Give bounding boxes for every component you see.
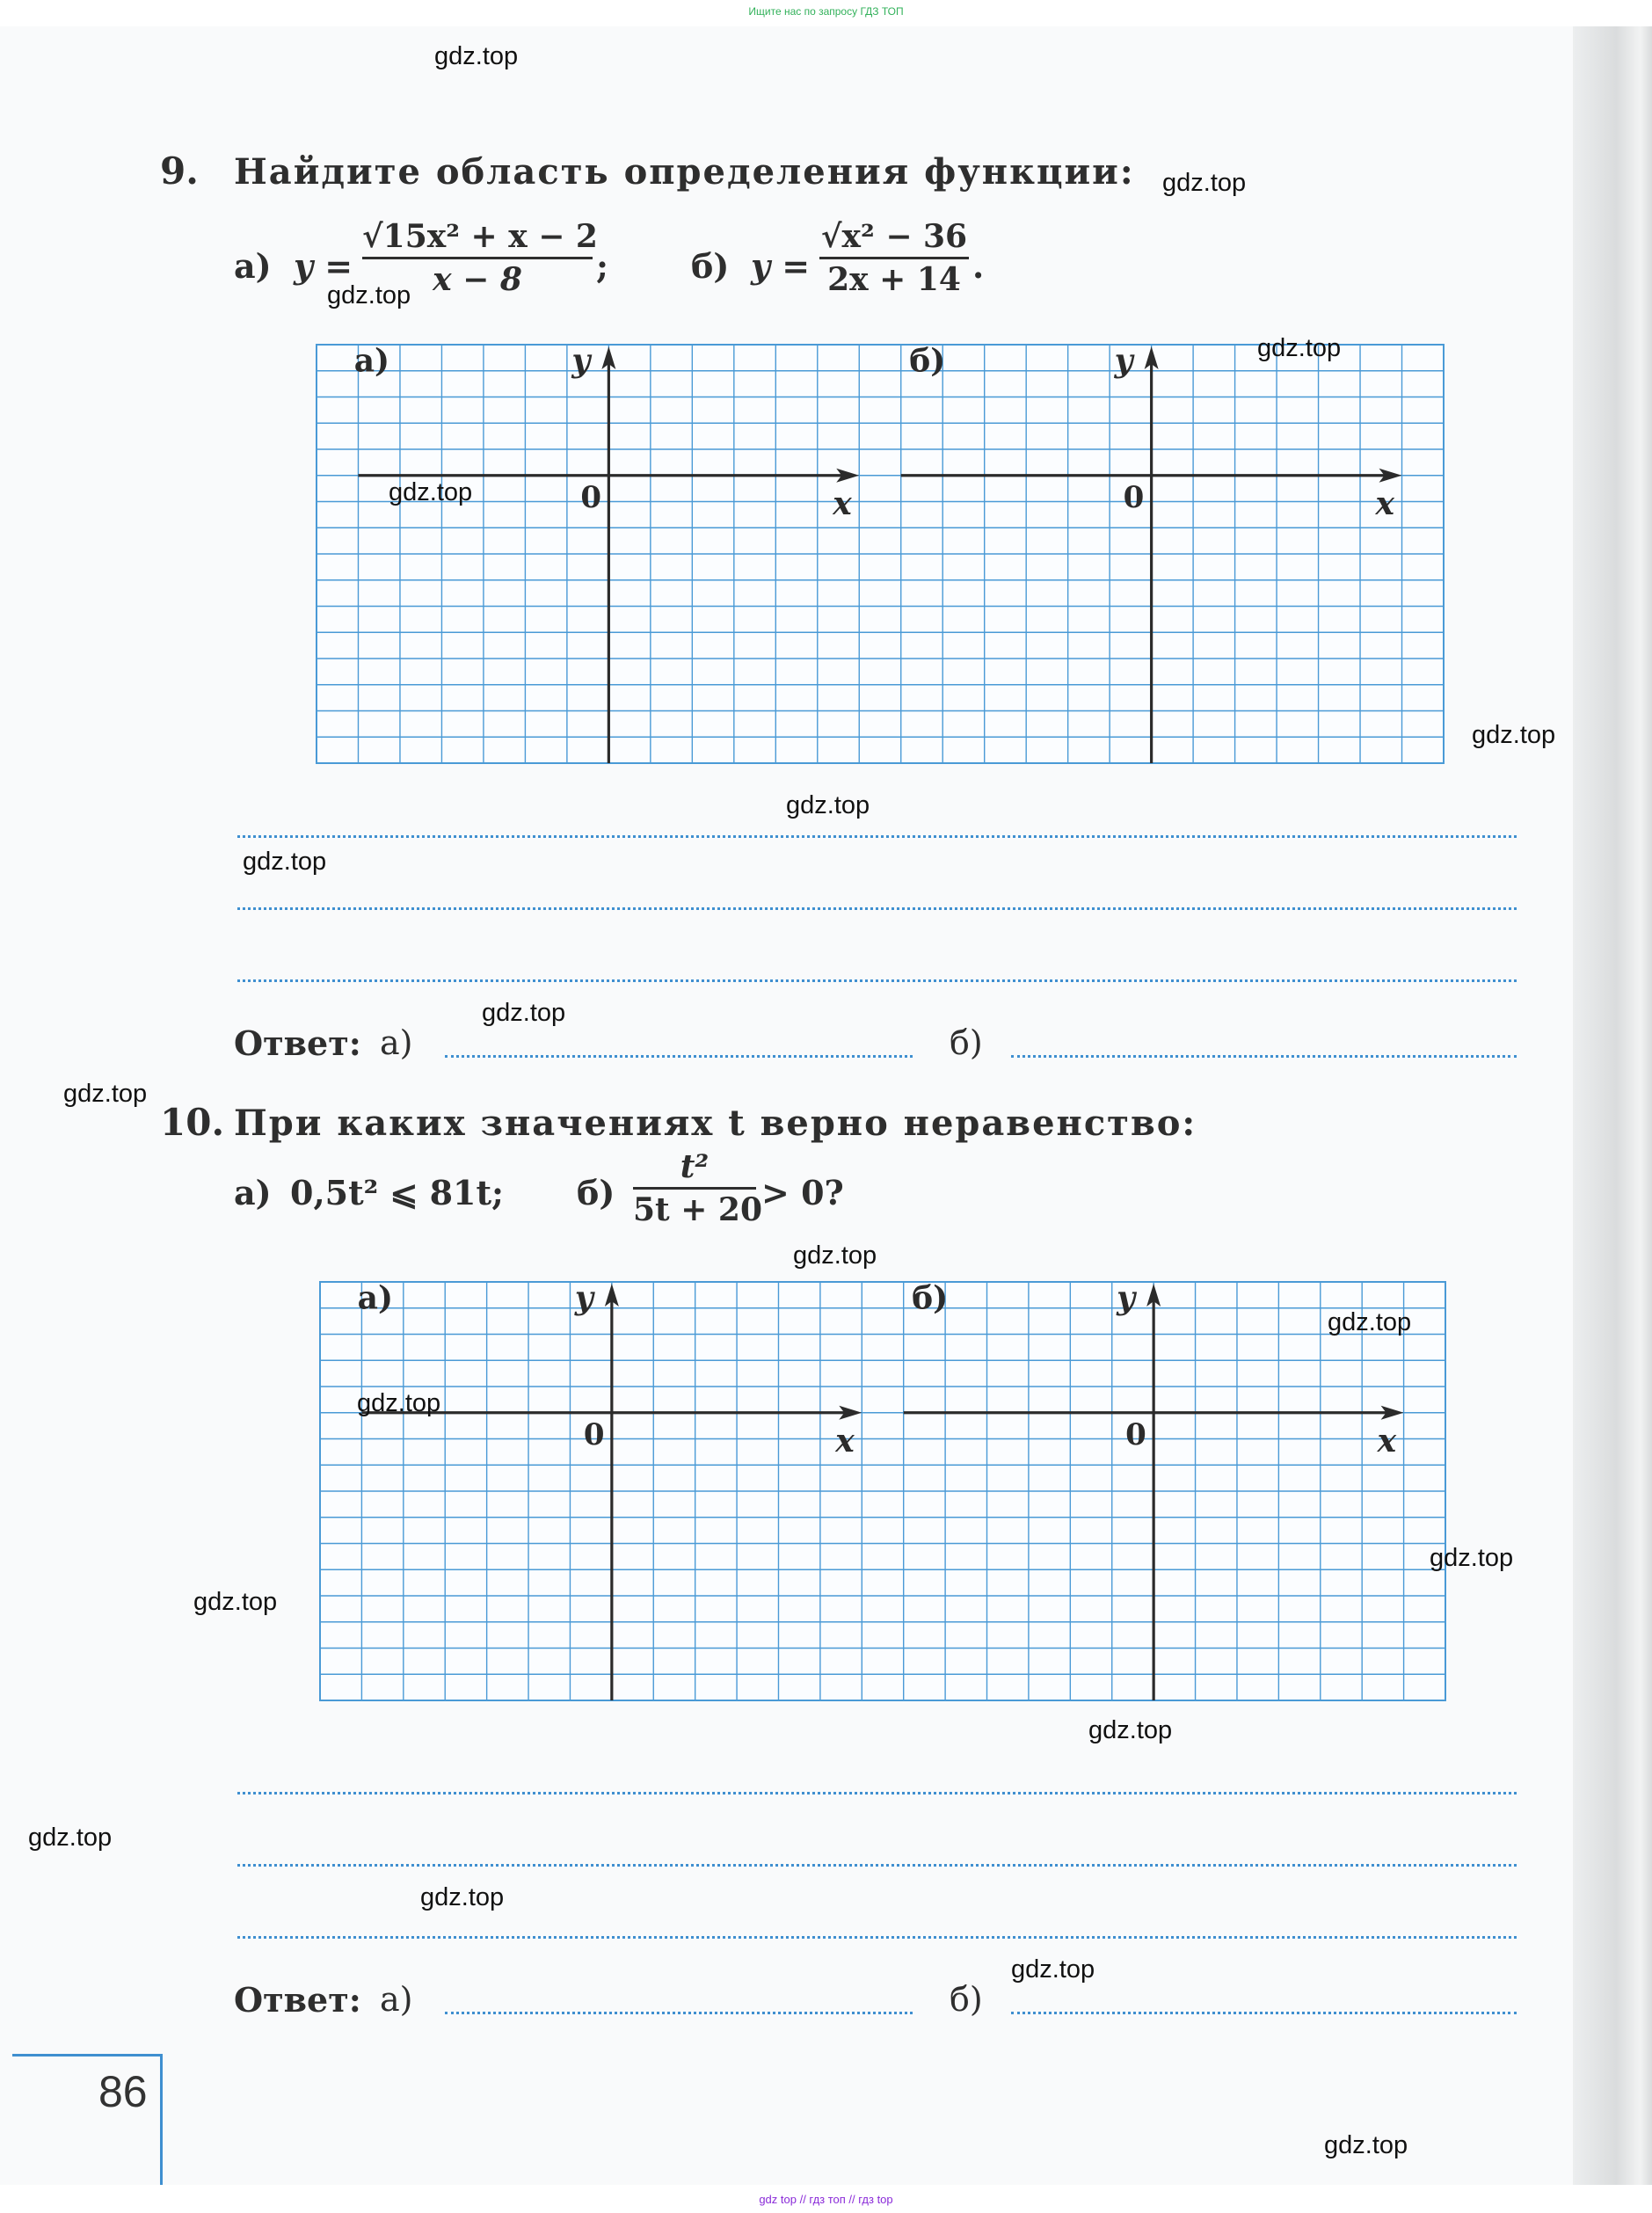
- task-10-part-b-tail: > 0?: [761, 1173, 844, 1212]
- watermark: gdz.top: [482, 999, 566, 1027]
- task-9-number: 9.: [160, 149, 199, 193]
- task-9-part-a-lhs: y =: [294, 246, 353, 286]
- watermark: gdz.top: [793, 1241, 877, 1270]
- y-axis-label: y: [571, 342, 591, 380]
- x-axis-label: x: [833, 484, 852, 522]
- watermark: gdz.top: [1257, 334, 1342, 362]
- watermark: gdz.top: [63, 1080, 148, 1108]
- watermark: gdz.top: [1088, 1716, 1173, 1744]
- y-axis-label: y: [1114, 342, 1133, 380]
- watermark: gdz.top: [389, 478, 473, 506]
- grid-part-label-b: б): [909, 342, 946, 380]
- book-spine-shadow: [1573, 26, 1652, 2185]
- task-9-answer-label: Ответ:: [234, 1023, 361, 1063]
- origin-label: 0: [583, 1416, 605, 1452]
- task-9-part-b-denominator: 2x + 14: [827, 261, 961, 298]
- task-9-part-b-tail: .: [972, 246, 985, 286]
- task-9-answer-b-field[interactable]: [1011, 1055, 1517, 1058]
- task-9-part-b-fraction: [819, 218, 969, 298]
- watermark: gdz.top: [786, 791, 870, 819]
- task-9-part-b-lhs: y =: [751, 246, 811, 286]
- watermark: gdz.top: [1324, 2131, 1408, 2159]
- task-10-answer-a-field[interactable]: [445, 2012, 913, 2014]
- task-9-part-a-numerator: √15x² + x − 2: [362, 218, 598, 255]
- task-10-part-b-fraction: [633, 1148, 763, 1228]
- watermark: gdz.top: [1162, 169, 1247, 197]
- task-10-number: 10.: [160, 1101, 225, 1144]
- task-9-writing-line-1[interactable]: [237, 835, 1517, 838]
- y-axis-label: y: [574, 1279, 593, 1317]
- task-9-part-a-tail: ;: [596, 246, 609, 286]
- watermark: gdz.top: [1328, 1308, 1412, 1336]
- watermark: gdz.top: [1011, 1955, 1095, 1984]
- task-9-writing-line-2[interactable]: [237, 907, 1517, 910]
- grid-part-label-a: а): [353, 342, 390, 380]
- watermark: gdz.top: [243, 848, 327, 876]
- task-10-answer-b-label: б): [950, 1980, 983, 2019]
- task-10-part-a-expression: 0,5t² ⩽ 81t;: [290, 1173, 505, 1212]
- task-9-coordinate-grid[interactable]: [317, 342, 1444, 763]
- task-9-answer-a-label: а): [380, 1023, 413, 1062]
- watermark: gdz.top: [1472, 721, 1556, 749]
- watermark: gdz.top: [193, 1588, 278, 1616]
- watermark: gdz.top: [28, 1824, 113, 1852]
- page-number: 86: [98, 2067, 148, 2116]
- task-10-part-b-numerator: t²: [680, 1148, 710, 1185]
- footer-banner: gdz top // гдз топ // гдз top: [759, 2193, 893, 2206]
- task-10-title: При каких значениях t верно неравенство:: [234, 1103, 1197, 1144]
- watermark: gdz.top: [434, 42, 519, 70]
- task-9-writing-line-3[interactable]: [237, 979, 1517, 982]
- task-10-answer-b-field[interactable]: [1011, 2012, 1517, 2014]
- watermark: gdz.top: [327, 281, 411, 309]
- fraction-bar: [819, 257, 969, 259]
- task-9-title: Найдите область определения функции:: [234, 151, 1135, 193]
- task-10-writing-line-3[interactable]: [237, 1936, 1517, 1939]
- task-10-answer-label: Ответ:: [234, 1980, 361, 2020]
- origin-label: 0: [580, 479, 602, 515]
- header-banner: Ищите нас по запросу ГДЗ ТОП: [748, 5, 904, 18]
- watermark: gdz.top: [420, 1883, 505, 1911]
- task-9-part-b-numerator: √x² − 36: [820, 218, 968, 255]
- x-axis-label: x: [1377, 1422, 1397, 1460]
- watermark: gdz.top: [1430, 1544, 1514, 1572]
- x-axis-label: x: [1375, 484, 1394, 522]
- grid-part-label-b: б): [912, 1279, 949, 1317]
- fraction-bar: [362, 257, 593, 259]
- task-9-part-b-label: б): [691, 246, 730, 286]
- watermark: gdz.top: [357, 1389, 441, 1417]
- task-10-part-b-label: б): [577, 1173, 615, 1212]
- task-9-answer-a-field[interactable]: [445, 1055, 913, 1058]
- task-10-coordinate-grid[interactable]: [320, 1279, 1445, 1700]
- task-10-part-b-denominator: 5t + 20: [633, 1191, 763, 1228]
- task-10-part-a-label: а): [234, 1173, 272, 1212]
- task-10-answer-a-label: а): [380, 1980, 413, 2019]
- grid-part-label-a: а): [357, 1279, 394, 1317]
- y-axis-label: y: [1117, 1279, 1136, 1317]
- task-9-answer-b-label: б): [950, 1023, 983, 1062]
- task-10-writing-line-2[interactable]: [237, 1864, 1517, 1867]
- x-axis-label: x: [835, 1422, 855, 1460]
- origin-label: 0: [1125, 1416, 1146, 1452]
- task-9-part-a-label: а): [234, 246, 272, 286]
- task-10-writing-line-1[interactable]: [237, 1792, 1517, 1794]
- fraction-bar: [633, 1187, 756, 1190]
- task-9-part-a-denominator: x − 8: [433, 261, 522, 298]
- origin-label: 0: [1123, 479, 1145, 515]
